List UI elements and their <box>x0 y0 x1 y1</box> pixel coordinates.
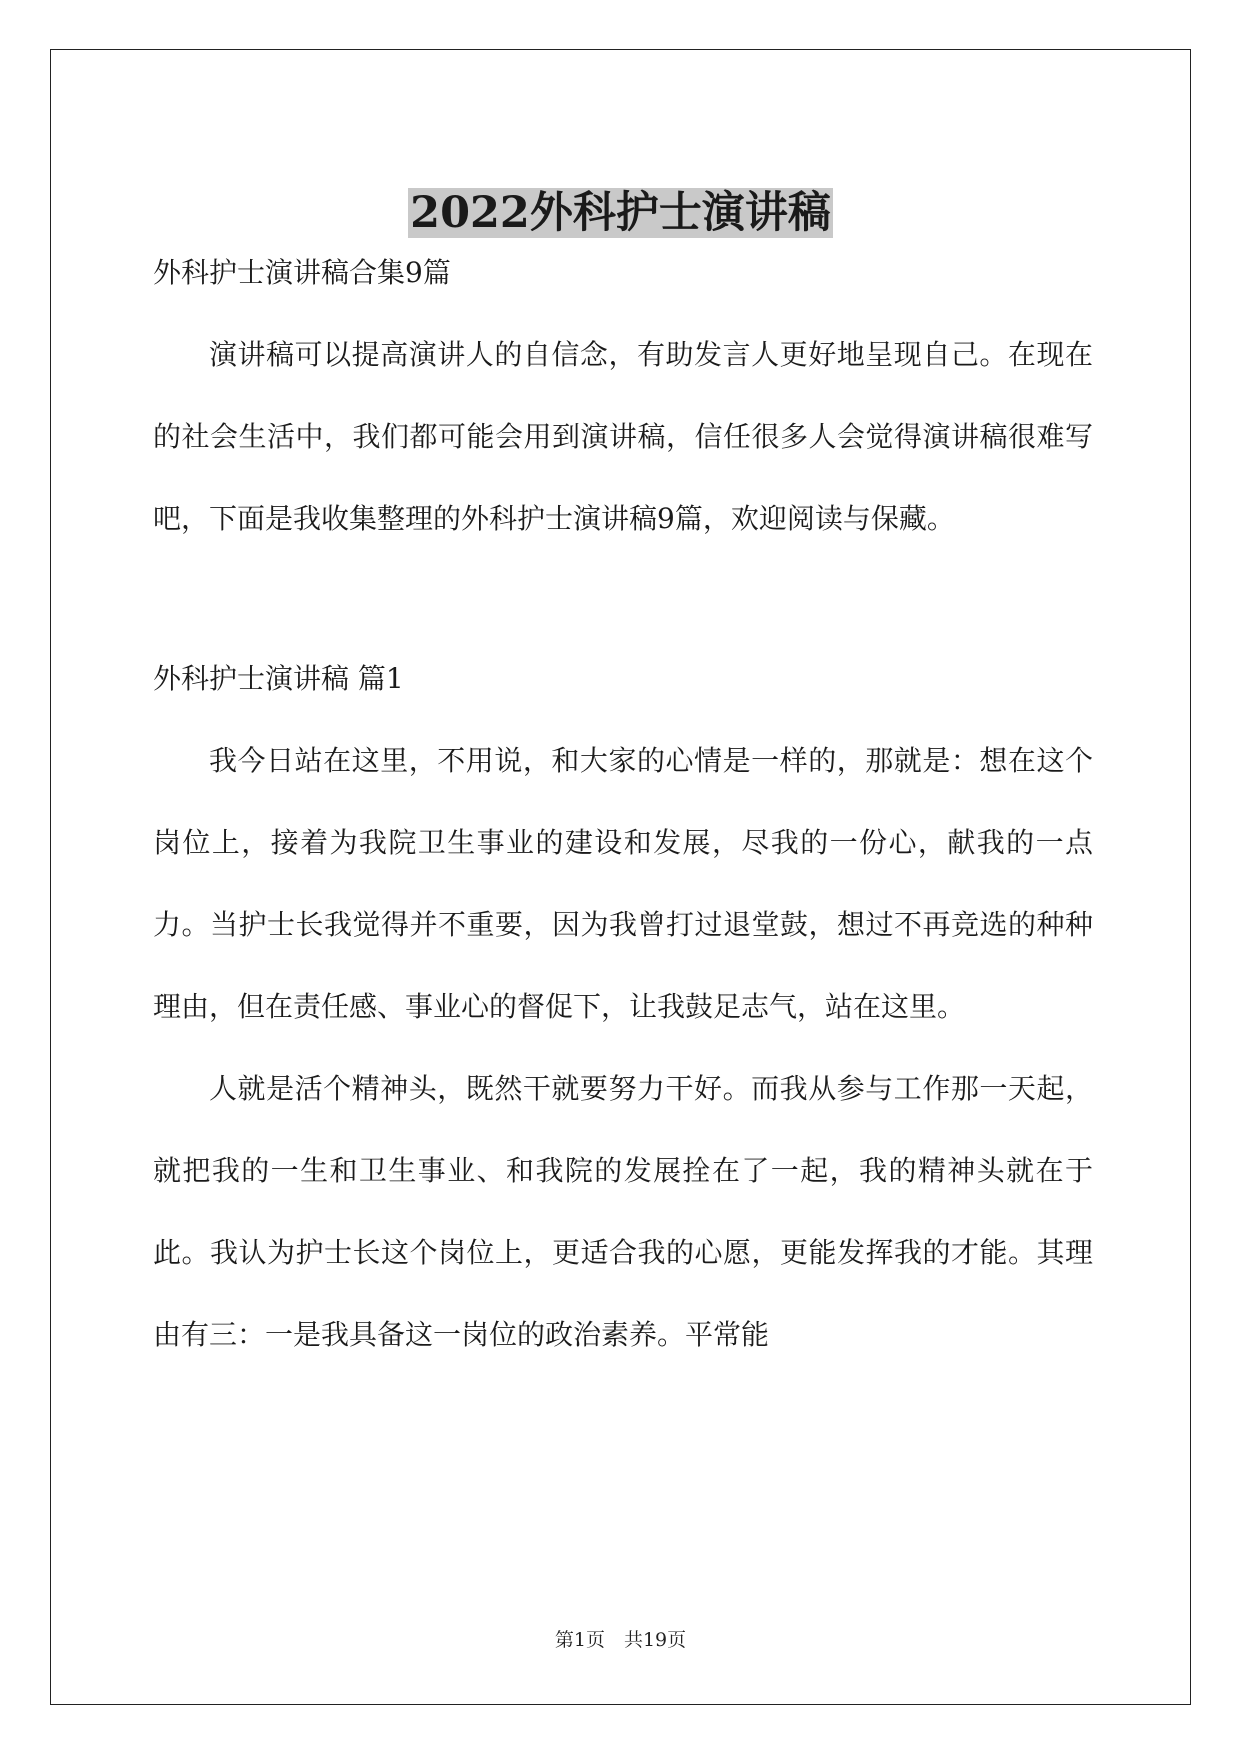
collection-heading: 外科护士演讲稿合集9篇 <box>153 256 451 289</box>
section-spacer <box>153 560 1093 638</box>
document-title: 2022外科护士演讲稿 <box>410 187 831 238</box>
page-footer: 第1页 共19页 <box>554 1629 687 1651</box>
body-paragraph: 我今日站在这里，不用说，和大家的心情是一样的，那就是：想在这个岗位上，接着为我院卫生事业的建设和发展，尽我的一份心，献我的一点力。当护士长我觉得并不重要，因为我曾打过退堂鼓，想过不再竞选的种种理由，但在责任感、事业心的督促下，让我鼓足志气，站在这里。 <box>153 744 1093 1023</box>
intro-paragraph: 演讲稿可以提高演讲人的自信念，有助发言人更好地呈现自己。在现在的社会生活中，我们都可能会用到演讲稿，信任很多人会觉得演讲稿很难写吧，下面是我收集整理的外科护士演讲稿9篇，欢迎阅读与保藏。 <box>153 338 1093 535</box>
body-paragraph: 人就是活个精神头，既然干就要努力干好。而我从参与工作那一天起，就把我的一生和卫生事业、和我院的发展拴在了一起，我的精神头就在于此。我认为护士长这个岗位上，更适合我的心愿，更能发挥我的才能。其理由有三：一是我具备这一岗位的政治素养。平常能 <box>153 1072 1093 1351</box>
section-heading: 外科护士演讲稿 篇1 <box>153 662 404 695</box>
document-body <box>153 232 1093 1376</box>
